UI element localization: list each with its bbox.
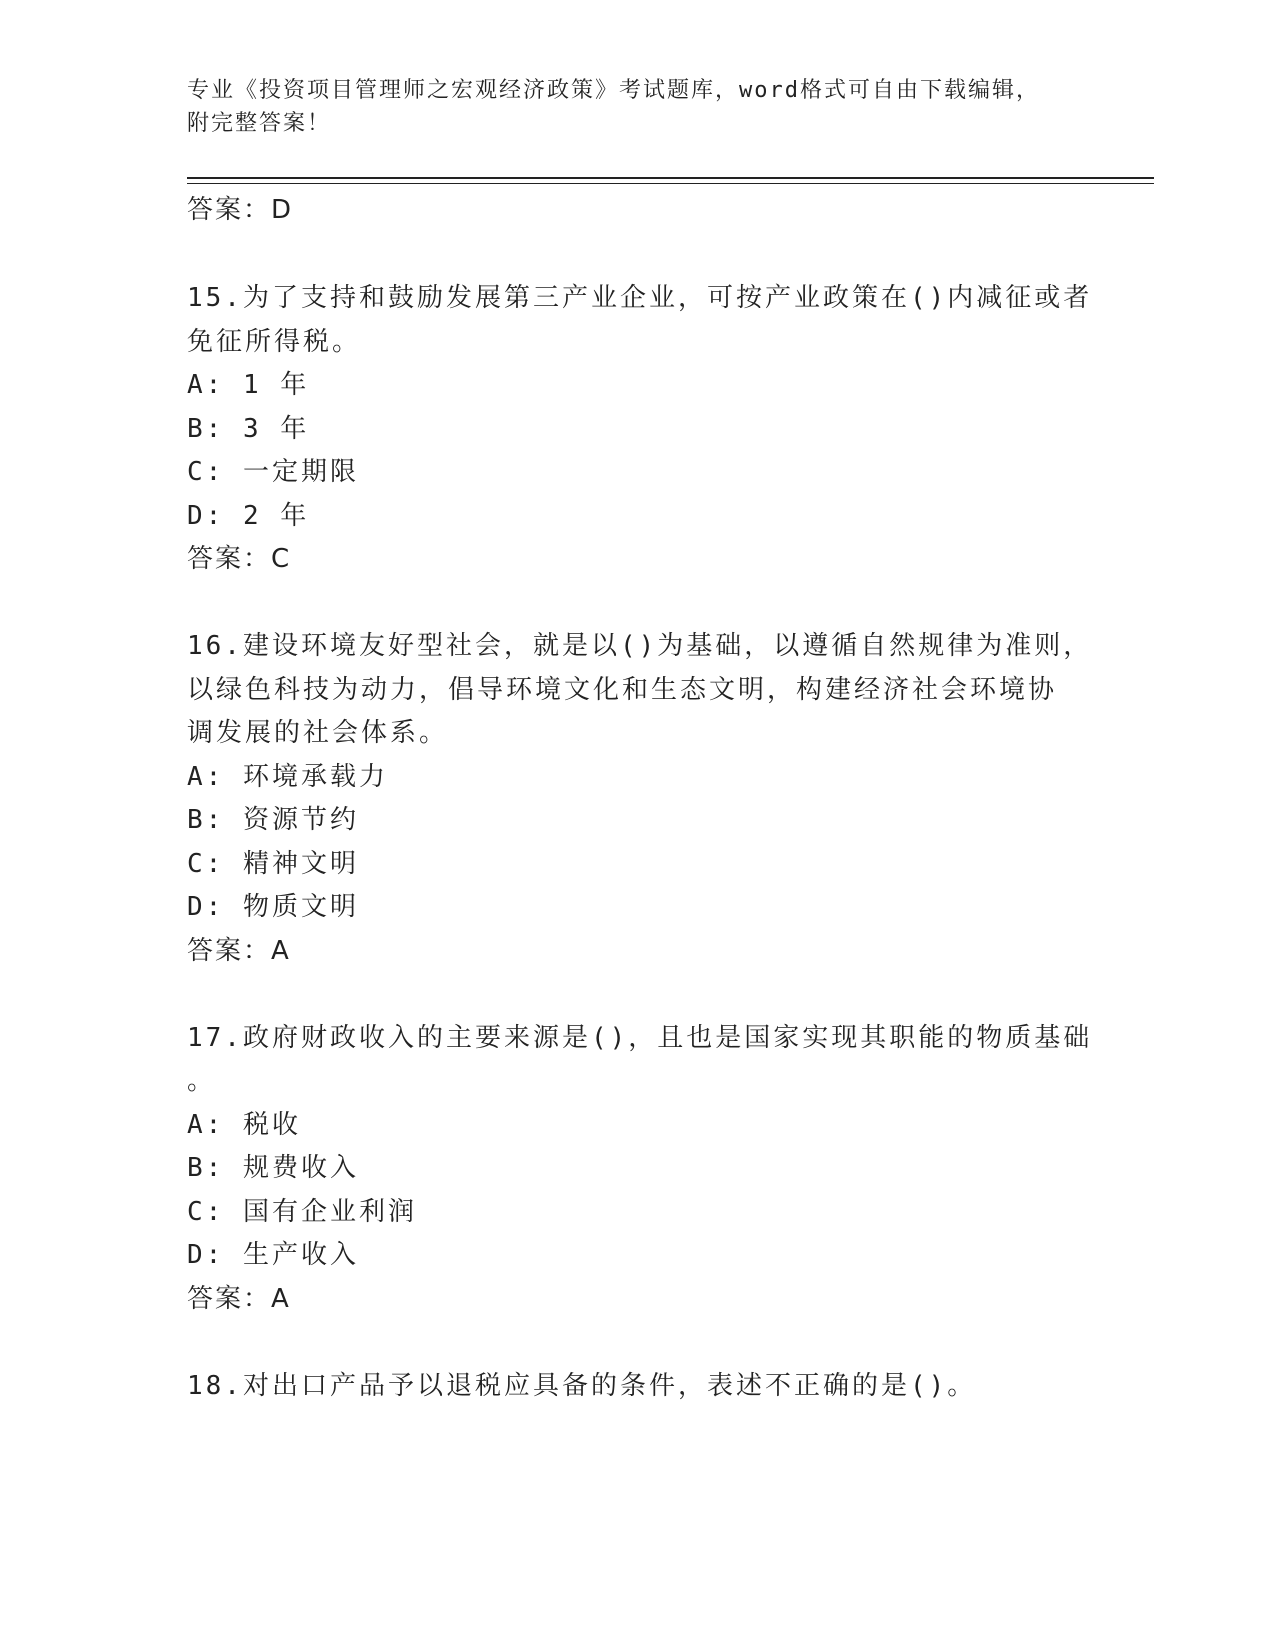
answer-q14: 答案：D bbox=[187, 195, 294, 225]
answer-q15: 答案：C bbox=[187, 544, 292, 574]
question-17-option-a: A: 税收 bbox=[187, 1110, 301, 1140]
question-17-line-2: 。 bbox=[187, 1066, 217, 1096]
question-17-line-1: 17.政府财政收入的主要来源是()，且也是国家实现其职能的物质基础 bbox=[187, 1023, 1093, 1053]
question-15-option-a: A: 1 年 bbox=[187, 370, 310, 400]
question-16-line-1: 16.建设环境友好型社会，就是以()为基础，以遵循自然规律为准则， bbox=[187, 631, 1093, 661]
header-line-2: 附完整答案！ bbox=[187, 111, 332, 136]
question-17-option-d: D: 生产收入 bbox=[187, 1240, 359, 1270]
question-16-line-2: 以绿色科技为动力，倡导环境文化和生态文明，构建经济社会环境协 bbox=[187, 675, 1058, 705]
question-16-option-d: D: 物质文明 bbox=[187, 892, 359, 922]
question-16-option-a: A: 环境承载力 bbox=[187, 762, 388, 792]
question-15-option-b: B: 3 年 bbox=[187, 414, 310, 444]
question-15-line-2: 免征所得税。 bbox=[187, 327, 362, 357]
question-15-option-c: C: 一定期限 bbox=[187, 457, 359, 487]
question-18-line-1: 18.对出口产品予以退税应具备的条件，表述不正确的是()。 bbox=[187, 1371, 977, 1401]
question-16-option-b: B: 资源节约 bbox=[187, 805, 359, 835]
answer-q17: 答案：A bbox=[187, 1284, 291, 1314]
question-16-line-3: 调发展的社会体系。 bbox=[187, 718, 449, 748]
header-divider-thick bbox=[187, 177, 1154, 179]
question-16-option-c: C: 精神文明 bbox=[187, 849, 359, 879]
answer-q16: 答案：A bbox=[187, 936, 291, 966]
question-15-option-d: D: 2 年 bbox=[187, 501, 310, 531]
document-header bbox=[187, 74, 1067, 140]
question-15-line-1: 15.为了支持和鼓励发展第三产业企业，可按产业政策在()内减征或者 bbox=[187, 283, 1093, 313]
header-line-1: 专业《投资项目管理师之宏观经济政策》考试题库，word格式可自由下载编辑， bbox=[187, 78, 1040, 103]
question-17-option-b: B: 规费收入 bbox=[187, 1153, 359, 1183]
question-17-option-c: C: 国有企业利润 bbox=[187, 1197, 417, 1227]
header-divider-thin bbox=[187, 183, 1154, 184]
